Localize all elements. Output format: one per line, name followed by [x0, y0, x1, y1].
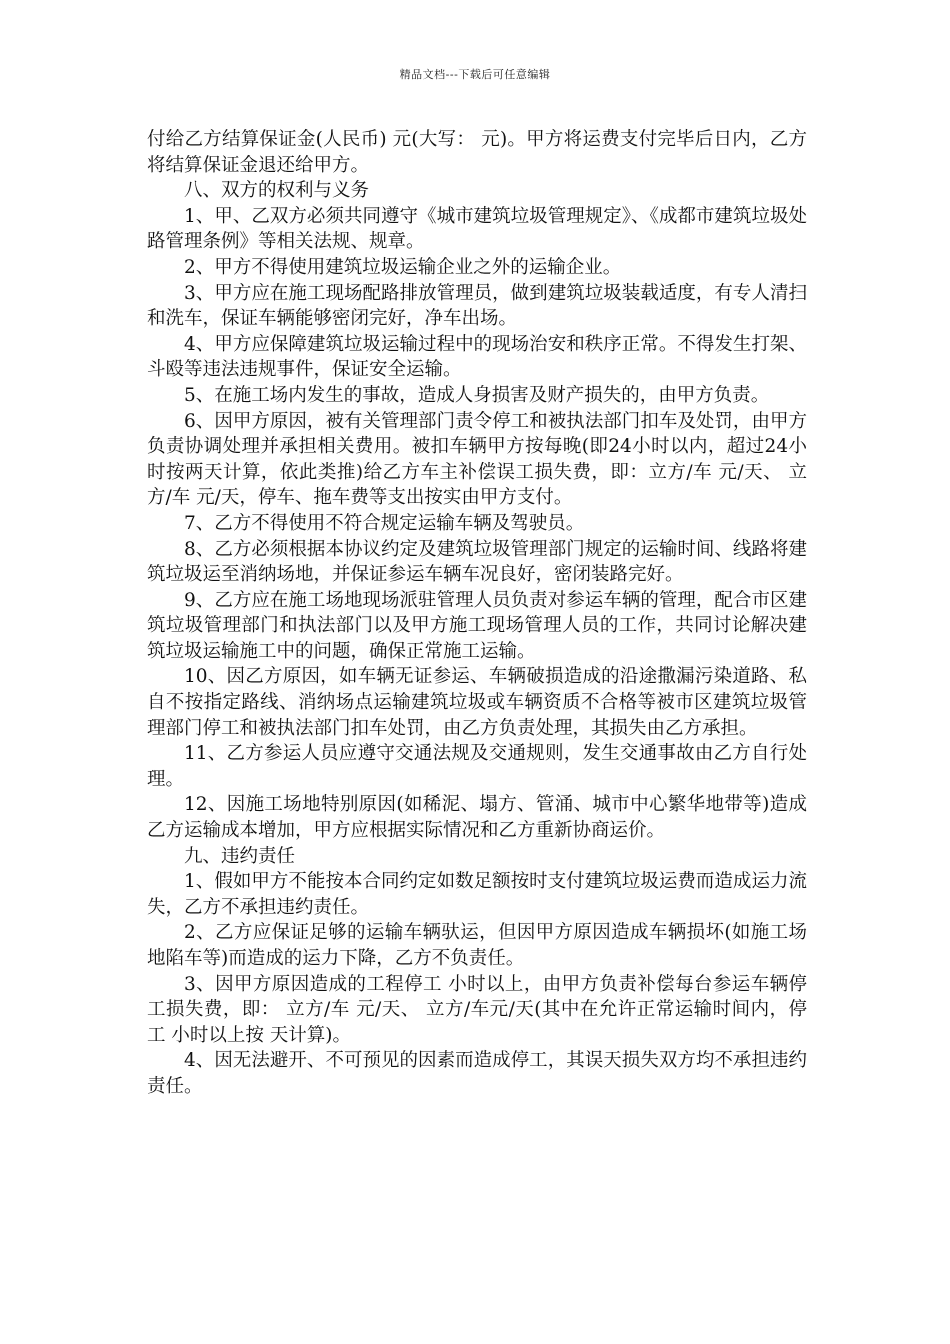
- clause-8-5: 5、在施工场内发生的事故，造成人身损害及财产损失的，由甲方负责。: [184, 384, 770, 406]
- document-body: [147, 127, 807, 1100]
- clause-9-1: 1、假如甲方不能按本合同约定如数足额按时支付建筑垃圾运费而造成运力流失，乙方不承担违约责任。: [147, 871, 807, 918]
- clause-8-8: 8、乙方必须根据本协议约定及建筑垃圾管理部门规定的运输时间、线路将建筑垃圾运至消纳场地，并保证参运车辆车况良好，密闭装路完好。: [147, 538, 807, 586]
- clause-9-4: 4、因无法避开、不可预见的因素而造成停工，其误天损失双方均不承担违约责任。: [147, 1050, 807, 1097]
- clause-9-2: 2、乙方应保证足够的运输车辆驮运，但因甲方原因造成车辆损坏(如施工场地陷车等)而造成的运力下降，乙方不负责任。: [147, 922, 807, 969]
- clause-8-4: 4、甲方应保障建筑垃圾运输过程中的现场治安和秩序正常。不得发生打架、斗殴等违法违规事件，保证安全运输。: [147, 333, 807, 381]
- clause-8-7: 7、乙方不得使用不符合规定运输车辆及驾驶员。: [184, 512, 585, 534]
- paragraph-deposit-continued: 付给乙方结算保证金(人民币) 元(大写： 元)。甲方将运费支付完毕后日内，乙方将结算保证金退还给甲方。: [147, 129, 807, 176]
- clause-9-3: 3、因甲方原因造成的工程停工 小时以上，由甲方负责补偿每台参运车辆停工损失费，即： 立方/车 元/天、 立方/车元/天(其中在允许正常运输时间内，停工 小时以上按 天计算)。: [147, 973, 807, 1046]
- clause-8-11: 11、乙方参运人员应遵守交通法规及交通规则，发生交通事故由乙方自行处理。: [147, 743, 807, 790]
- page-header: 精品文档---下载后可任意编辑: [399, 68, 551, 81]
- clause-8-6: 6、因甲方原因，被有关管理部门责令停工和被执法部门扣车及处罚，由甲方负责协调处理并承担相关费用。被扣车辆甲方按每晚(即24小时以内，超过24小时按两天计算，依此类推)给乙方车主补偿误工损失费，即：立方/车 元/天、 立方/车 元/天，停车、拖车费等支出按实由甲方支付。: [147, 410, 807, 509]
- clause-8-12: 12、因施工场地特别原因(如稀泥、塌方、管涌、城市中心繁华地带等)造成乙方运输成本增加，甲方应根据实际情况和乙方重新协商运价。: [147, 794, 807, 842]
- section-heading-breach-liability: 九、违约责任: [184, 845, 296, 867]
- clause-8-9: 9、乙方应在施工场地现场派驻管理人员负责对参运车辆的管理，配合市区建筑垃圾管理部门和执法部门以及甲方施工现场管理人员的工作，共同讨论解决建筑垃圾运输施工中的问题，确保正常施工运输。: [147, 589, 807, 662]
- section-heading-rights-obligations: 八、双方的权利与义务: [184, 180, 370, 202]
- clause-8-10: 10、因乙方原因，如车辆无证参运、车辆破损造成的沿途撒漏污染道路、私自不按指定路线、消纳场点运输建筑垃圾或车辆资质不合格等被市区建筑垃圾管理部门停工和被执法部门扣车处罚，由乙方负责处理，其损失由乙方承担。: [147, 666, 807, 739]
- clause-8-1: 1、甲、乙双方必须共同遵守《城市建筑垃圾管理规定》、《成都市建筑垃圾处路管理条例》等相关法规、规章。: [147, 205, 807, 253]
- clause-8-3: 3、甲方应在施工现场配路排放管理员，做到建筑垃圾装载适度，有专人清扫和洗车，保证车辆能够密闭完好，净车出场。: [147, 282, 807, 330]
- clause-8-2: 2、甲方不得使用建筑垃圾运输企业之外的运输企业。: [184, 256, 622, 278]
